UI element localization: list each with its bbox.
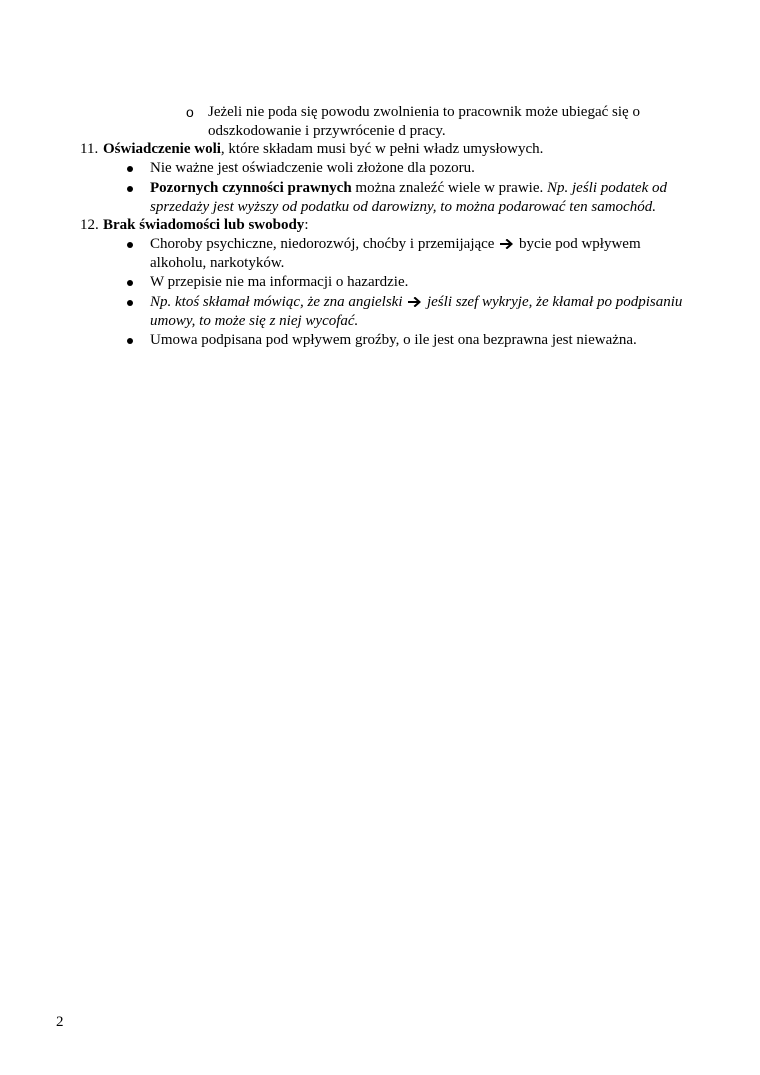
bullet-dot-icon	[127, 242, 133, 248]
section-12-bullet-3-line-1	[150, 293, 682, 312]
right-arrow-icon	[500, 239, 513, 249]
section-11-heading-bold: Oświadczenie woli	[103, 141, 221, 157]
section-11-bullet-2-line-2	[150, 198, 656, 217]
section-11-heading	[103, 140, 543, 159]
section-11-bullet-2-italic-1: Np. jeśli podatek od	[547, 180, 667, 196]
sub-item-line-2: odszkodowanie i przywrócenie d pracy.	[208, 123, 446, 139]
section-12-bullet-3-after: jeśli szef wykryje, że kłamał po podpisaniu	[426, 294, 683, 310]
bullet-dot-icon	[127, 338, 133, 344]
bullet-dot-icon	[127, 186, 133, 192]
section-12-bullet-4: Umowa podpisana pod wpływem groźby, o ile jest ona bezprawna jest nieważna.	[150, 332, 637, 348]
section-12-heading-bold: Brak świadomości lub swobody	[103, 217, 305, 233]
sub-item-line-1: Jeżeli nie poda się powodu zwolnienia to pracownik może ubiegać się o	[208, 104, 640, 120]
section-12-bullet-3-line-2	[150, 312, 358, 331]
section-11-bullet-2-bold: Pozornych czynności prawnych	[150, 180, 352, 196]
section-12-bullet-3-italic-2: umowy, to może się z niej wycofać.	[150, 313, 359, 329]
section-11-heading-rest: , które składam musi być w pełni władz umysłowych.	[220, 141, 544, 157]
bullet-dot-icon	[127, 300, 133, 306]
section-12-heading-rest: :	[304, 217, 309, 233]
section-12-heading	[103, 216, 308, 235]
section-11-bullet-2-rest: można znaleźć wiele w prawie.	[351, 180, 547, 196]
section-12-bullet-1-line-1	[150, 235, 641, 254]
sub-bullet-marker: o	[186, 104, 194, 120]
section-12-number: 12.	[80, 217, 99, 233]
section-11-bullet-2-italic-2: sprzedaży jest wyższy od podatku od darowizny, to można podarować ten samochód.	[150, 199, 656, 215]
section-11-bullet-1: Nie ważne jest oświadczenie woli złożone dla pozoru.	[150, 160, 475, 176]
bullet-dot-icon	[127, 280, 133, 286]
page-number: 2	[56, 1014, 64, 1030]
section-12-bullet-1-line-2: alkoholu, narkotyków.	[150, 255, 285, 271]
section-12-bullet-1-before: Choroby psychiczne, niedorozwój, choćby i przemijające	[150, 236, 495, 252]
section-11-bullet-2-line-1	[150, 179, 667, 198]
section-12-bullet-2: W przepisie nie ma informacji o hazardzie.	[150, 274, 409, 290]
bullet-dot-icon	[127, 166, 133, 172]
section-12-bullet-1-after: bycie pod wpływem	[518, 236, 641, 252]
right-arrow-icon	[408, 297, 421, 307]
section-11-number: 11.	[80, 141, 99, 157]
section-12-bullet-3-before: Np. ktoś skłamał mówiąc, że zna angielski	[150, 294, 403, 310]
